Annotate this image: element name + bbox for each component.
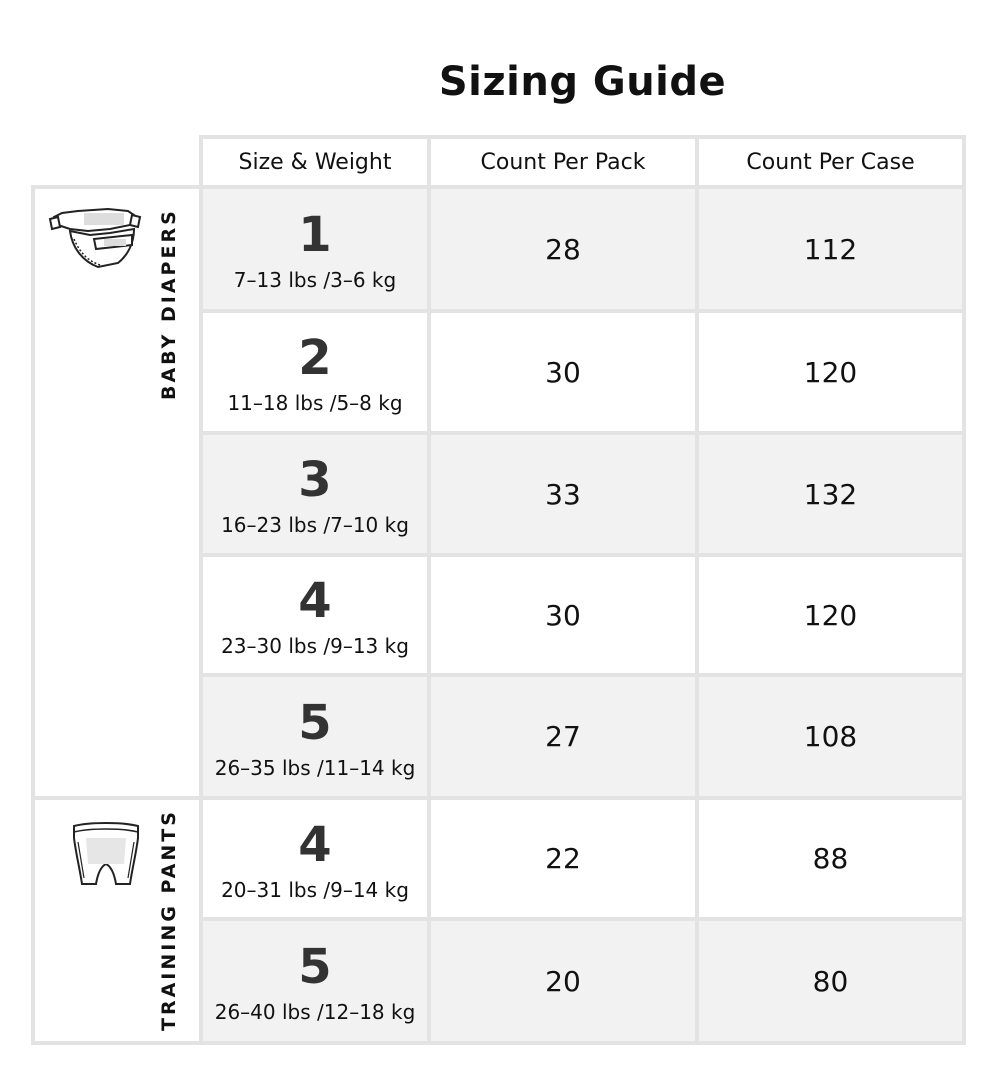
count-per-case-cell: 80 bbox=[699, 921, 962, 1041]
header-count-per-pack: Count Per Pack bbox=[431, 139, 695, 185]
count-per-case-cell: 88 bbox=[699, 800, 962, 917]
count-per-case-cell: 108 bbox=[699, 677, 962, 796]
size-number: 4 bbox=[298, 816, 332, 873]
size-cell bbox=[203, 800, 427, 917]
count-per-pack-cell: 28 bbox=[431, 189, 695, 309]
size-cell bbox=[203, 677, 427, 796]
weight-range: 7–13 lbs /3–6 kg bbox=[233, 268, 397, 292]
count-per-pack-cell: 27 bbox=[431, 677, 695, 796]
count-per-case-cell: 120 bbox=[699, 313, 962, 431]
weight-range: 26–35 lbs /11–14 kg bbox=[214, 755, 416, 780]
header-count-per-case: Count Per Case bbox=[699, 139, 962, 185]
count-per-case-cell: 132 bbox=[699, 435, 962, 553]
size-number: 3 bbox=[298, 452, 332, 508]
size-number: 1 bbox=[298, 207, 332, 263]
count-per-pack-cell: 22 bbox=[431, 800, 695, 917]
count-per-pack-cell: 30 bbox=[431, 313, 695, 431]
weight-range: 11–18 lbs /5–8 kg bbox=[227, 391, 403, 415]
size-number: 2 bbox=[298, 330, 332, 386]
size-number: 4 bbox=[298, 573, 332, 629]
size-cell bbox=[203, 189, 427, 309]
count-per-pack-cell: 33 bbox=[431, 435, 695, 553]
training-pants-icon bbox=[70, 818, 142, 890]
count-per-case-cell: 112 bbox=[699, 189, 962, 309]
category-label-training-pants: TRAINING PANTS bbox=[158, 809, 180, 1031]
size-cell bbox=[203, 435, 427, 553]
count-per-case-cell: 120 bbox=[699, 557, 962, 673]
count-per-pack-cell: 20 bbox=[431, 921, 695, 1041]
weight-range: 20–31 lbs /9–14 kg bbox=[221, 877, 409, 902]
size-number: 5 bbox=[298, 694, 332, 751]
weight-range: 23–30 lbs /9–13 kg bbox=[221, 634, 409, 658]
size-cell bbox=[203, 557, 427, 673]
header-size-weight: Size & Weight bbox=[203, 139, 427, 185]
size-cell bbox=[203, 313, 427, 431]
size-number: 5 bbox=[298, 939, 332, 995]
diaper-icon bbox=[48, 203, 146, 273]
size-cell bbox=[203, 921, 427, 1041]
weight-range: 26–40 lbs /12–18 kg bbox=[214, 1000, 416, 1024]
weight-range: 16–23 lbs /7–10 kg bbox=[221, 513, 409, 537]
category-label-baby-diapers: BABY DIAPERS bbox=[158, 208, 180, 400]
page-title: Sizing Guide bbox=[438, 59, 727, 105]
count-per-pack-cell: 30 bbox=[431, 557, 695, 673]
